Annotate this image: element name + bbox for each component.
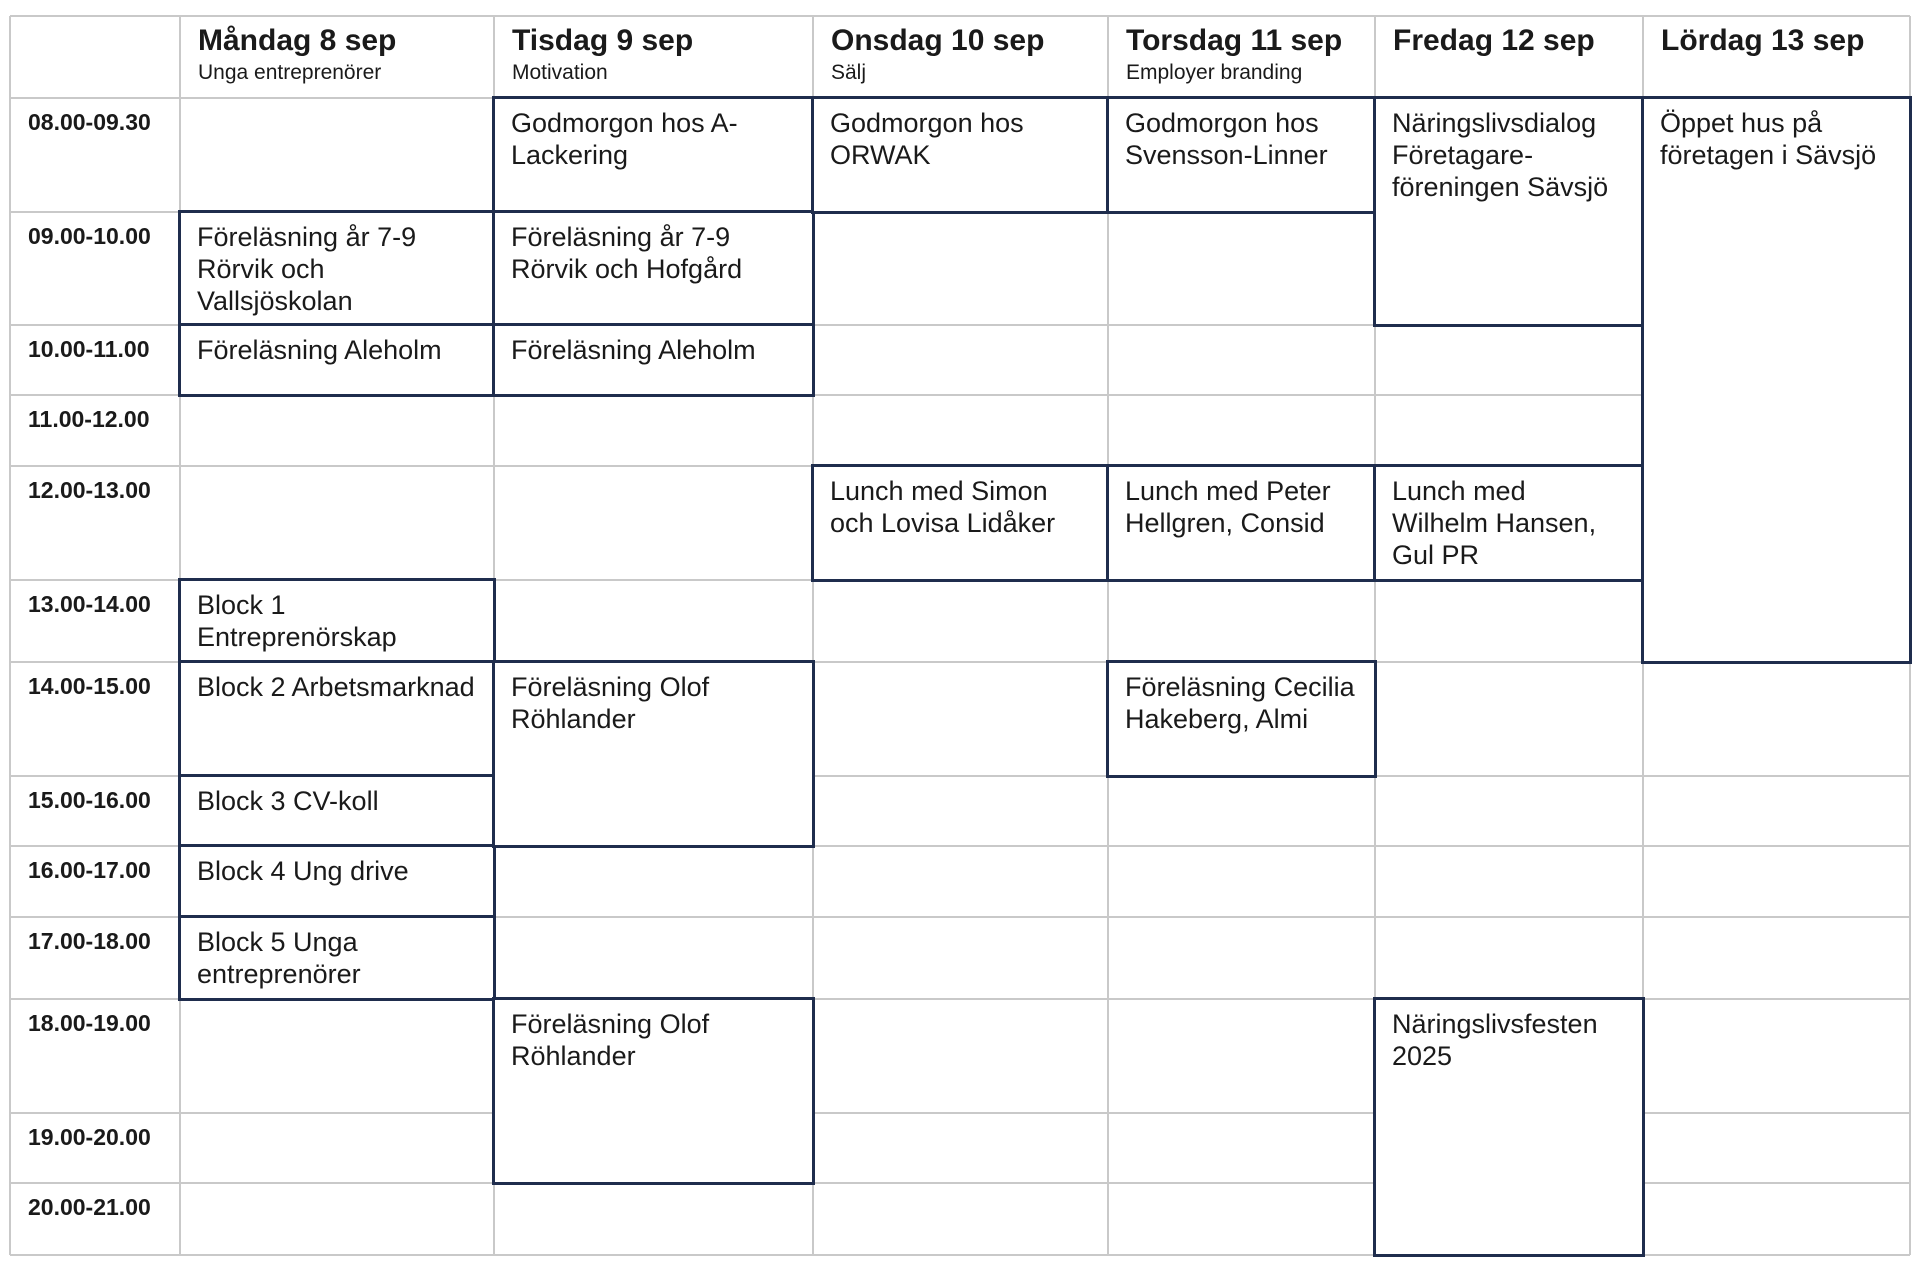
event-block[interactable] [492,660,815,848]
event-title: Föreläsning Aleholm [197,335,442,365]
event-title: Lunch med Simon och Lovisa Lidåker [830,476,1056,538]
time-slot-label: 17.00-18.00 [28,928,151,954]
day-header: Tisdag 9 sep [512,24,694,57]
event-block[interactable] [492,96,815,214]
event-title: Föreläsning år 7-9 Rörvik och Hofgård [511,222,743,284]
day-header: Lördag 13 sep [1661,24,1865,57]
event-block[interactable] [178,660,496,778]
time-slot-label: 09.00-10.00 [28,223,151,249]
event-block[interactable] [178,210,496,327]
event-title: Block 3 CV-koll [197,786,379,816]
day-header: Fredag 12 sep [1393,24,1595,57]
event-title: Block 1 Entreprenörskap [197,590,397,652]
time-slot-label: 10.00-11.00 [28,336,150,362]
event-title: Föreläsning Cecilia Hakeberg, Almi [1125,672,1355,734]
event-block[interactable] [178,578,496,664]
day-theme: Motivation [512,61,608,84]
event-block[interactable] [1106,660,1377,778]
event-title: Näringslivsfesten 2025 [1392,1009,1598,1071]
day-theme: Employer branding [1126,61,1303,84]
event-block[interactable] [1641,96,1912,664]
event-title: Godmorgon hos Svensson-Linner [1125,108,1328,170]
time-slot-label: 12.00-13.00 [28,477,151,503]
event-title: Lunch med Wilhelm Hansen, Gul PR [1392,476,1597,570]
time-slot-label: 08.00-09.30 [28,109,151,135]
event-title: Godmorgon hos A-Lackering [511,108,738,170]
event-block[interactable] [811,96,1110,214]
day-header: Måndag 8 sep [198,24,397,57]
event-block[interactable] [1373,464,1645,582]
day-header: Torsdag 11 sep [1126,24,1343,57]
event-title: Block 5 Unga entreprenörer [197,927,361,989]
event-title: Föreläsning år 7-9 Rörvik och Vallsjöskolan [197,222,417,316]
grid-vline [9,16,11,1255]
time-slot-label: 15.00-16.00 [28,787,151,813]
time-slot-label: 20.00-21.00 [28,1194,151,1220]
event-block[interactable] [1373,997,1645,1257]
event-title: Föreläsning Aleholm [511,335,756,365]
event-title: Öppet hus på företagen i Sävsjö [1660,108,1877,170]
event-title: Föreläsning Olof Röhlander [511,672,710,734]
day-theme: Sälj [831,61,867,84]
time-slot-label: 11.00-12.00 [28,406,150,432]
event-title: Lunch med Peter Hellgren, Consid [1125,476,1331,538]
event-block[interactable] [1373,96,1645,327]
event-title: Näringslivsdialog Företagare-föreningen Sävsjö [1392,108,1609,202]
time-slot-label: 14.00-15.00 [28,673,151,699]
time-slot-label: 19.00-20.00 [28,1124,151,1150]
day-header: Onsdag 10 sep [831,24,1045,57]
day-theme: Unga entreprenörer [198,61,382,84]
event-block[interactable] [178,774,496,848]
event-block[interactable] [178,323,496,397]
time-slot-label: 18.00-19.00 [28,1010,151,1036]
event-title: Godmorgon hos ORWAK [830,108,1024,170]
event-title: Block 4 Ung drive [197,856,409,886]
event-block[interactable] [178,844,496,919]
event-block[interactable] [1106,464,1377,582]
grid-hline [10,15,1910,17]
time-slot-label: 13.00-14.00 [28,591,151,617]
event-title: Block 2 Arbetsmarknad [197,672,475,702]
event-block[interactable] [178,915,496,1001]
event-block[interactable] [1106,96,1377,214]
event-block[interactable] [492,997,815,1185]
event-block[interactable] [811,464,1110,582]
time-slot-label: 16.00-17.00 [28,857,151,883]
event-block[interactable] [492,323,815,397]
event-block[interactable] [492,210,815,327]
event-title: Föreläsning Olof Röhlander [511,1009,710,1071]
